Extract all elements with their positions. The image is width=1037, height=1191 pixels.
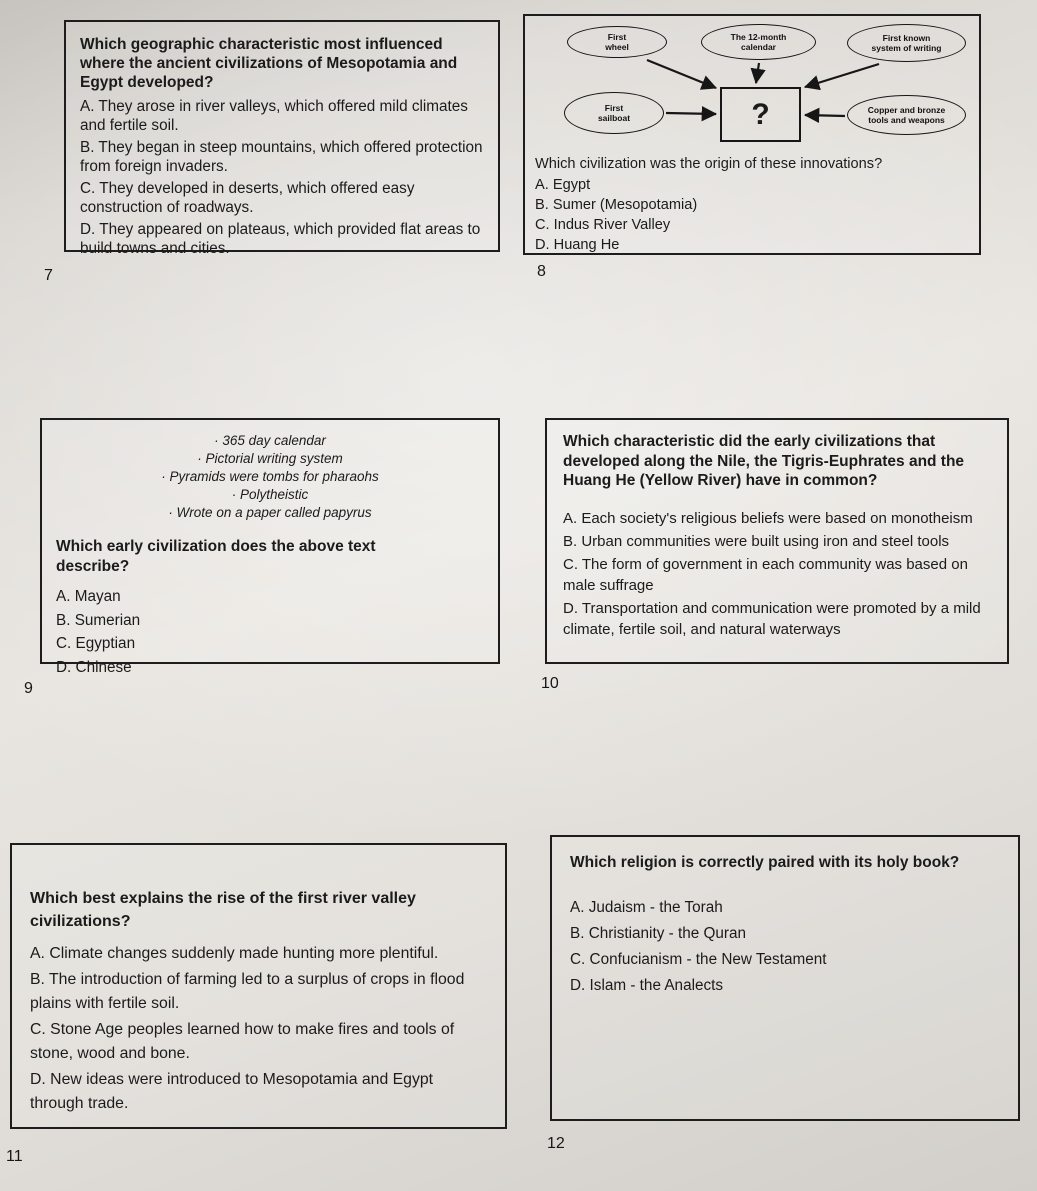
question-11-option-b: B. The introduction of farming led to a surplus of crops in flood plains with fertile soil. <box>30 971 465 1012</box>
question-9-option-a: A. Mayan <box>56 588 121 605</box>
question-11-options <box>30 942 487 1116</box>
question-9-text: Which early civilization does the above text describe? <box>56 538 376 575</box>
question-12-options <box>570 895 1000 999</box>
clue-list-item: · Wrote on a paper called papyrus <box>168 505 372 520</box>
question-8-text: Which civilization was the origin of these innovations? <box>535 156 883 172</box>
diagram-node-first-sailboat: First sailboat <box>564 92 664 134</box>
question-7-option-b: B. They began in steep mountains, which offered protection from foreign invaders. <box>80 139 483 175</box>
question-8-option-b: B. Sumer (Mesopotamia) <box>535 197 698 213</box>
diagram-node-first-wheel: First wheel <box>567 26 667 58</box>
question-7-box <box>64 20 500 257</box>
question-11-box <box>10 843 507 1129</box>
question-9-clue-list <box>56 432 484 522</box>
diagram-center-question-box: ? <box>720 87 801 142</box>
clue-list-item: · Pictorial writing system <box>197 451 343 466</box>
question-7-option-a: A. They arose in river valleys, which offered mild climates and fertile soil. <box>80 98 468 134</box>
question-9-option-b: B. Sumerian <box>56 611 141 629</box>
question-10-text: Which characteristic did the early civilizations that developed along the Nile, the Tigris-Euphrates and the Huang He (Yellow River) have in common? <box>563 433 965 489</box>
diagram-node-calendar: The 12-month calendar <box>701 24 816 60</box>
question-7-option-c: C. They developed in deserts, which offered easy construction of roadways. <box>80 180 415 216</box>
question-8-options <box>535 176 969 254</box>
question-10-option-c: C. The form of government in each community was based on male suffrage <box>563 555 968 594</box>
question-11-option-d: D. New ideas were introduced to Mesopotamia and Egypt through trade. <box>30 1071 434 1112</box>
arrow-wheel-to-center <box>647 60 716 88</box>
question-12-number: 12 <box>547 1135 565 1152</box>
question-9-options <box>56 585 484 679</box>
question-8-option-d: D. Huang He <box>535 237 620 253</box>
question-10-options <box>563 508 991 640</box>
question-11-option-c: C. Stone Age peoples learned how to make fires and tools of stone, wood and bone. <box>30 1021 455 1062</box>
question-10-number: 10 <box>541 675 559 692</box>
question-9-number: 9 <box>24 680 33 697</box>
diagram-node-writing-system: First known system of writing <box>847 24 966 62</box>
question-7-number: 7 <box>44 267 53 284</box>
question-12-option-d: D. Islam - the Analects <box>570 977 724 994</box>
question-12-option-b: B. Christianity - the Quran <box>570 925 746 942</box>
question-7-option-d: D. They appeared on plateaus, which provided flat areas to build towns and cities. <box>80 221 481 257</box>
question-8-option-a: A. Egypt <box>535 177 591 193</box>
question-9-option-d: D. Chinese <box>56 658 132 676</box>
question-12-option-a: A. Judaism - the Torah <box>570 899 723 916</box>
question-10-option-d: D. Transportation and communication were promoted by a mild climate, fertile soil, and natural waterways <box>563 599 981 638</box>
question-10-box <box>545 418 1009 664</box>
question-8-number: 8 <box>537 263 546 280</box>
question-7-text: Which geographic characteristic most influenced where the ancient civilizations of Mesopotamia and Egypt developed? <box>80 36 458 91</box>
question-12-option-c: C. Confucianism - the New Testament <box>570 951 827 968</box>
question-11-text: Which best explains the rise of the first river valley civilizations? <box>30 890 416 930</box>
question-10-option-b: B. Urban communities were built using iron and steel tools <box>563 532 950 550</box>
arrow-sailboat-to-center <box>666 113 716 114</box>
clue-list-item: · Polytheistic <box>231 487 309 502</box>
question-8-option-c: C. Indus River Valley <box>535 217 671 233</box>
question-12-box <box>550 835 1020 1121</box>
diagram-node-copper-bronze-tools: Copper and bronze tools and weapons <box>847 95 966 135</box>
arrow-tools-to-center <box>805 115 845 116</box>
clue-list-item: · 365 day calendar <box>214 433 326 448</box>
question-10-option-a: A. Each society's religious beliefs were based on monotheism <box>563 509 973 527</box>
clue-list-item: · Pyramids were tombs for pharaohs <box>161 469 379 484</box>
arrow-calendar-to-center <box>756 63 759 83</box>
question-9-option-c: C. Egyptian <box>56 635 136 652</box>
innovations-diagram <box>535 24 969 148</box>
question-12-text: Which religion is correctly paired with its holy book? <box>570 854 960 871</box>
question-11-option-a: A. Climate changes suddenly made hunting more plentiful. <box>30 945 439 962</box>
question-11-number: 11 <box>6 1148 23 1165</box>
question-7-options <box>80 97 486 258</box>
arrow-writing-to-center <box>805 64 879 87</box>
question-9-box <box>40 418 500 676</box>
question-8-box <box>523 14 981 255</box>
